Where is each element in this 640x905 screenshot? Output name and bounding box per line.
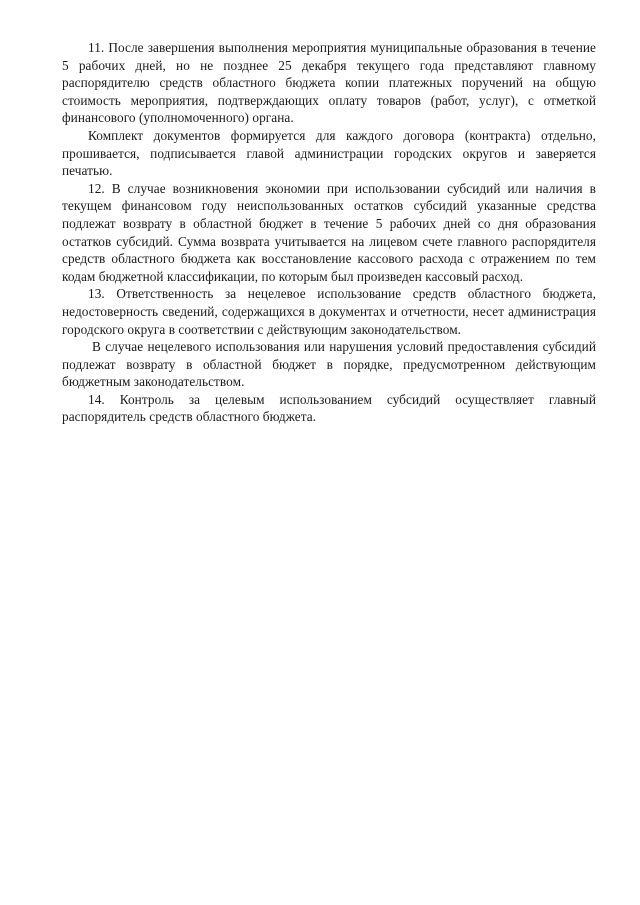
paragraph-13: 13. Ответственность за нецелевое использование средств областного бюджета, недостоверность сведений, содержащихся в документах и отчетности, несет администрация городского округа в соответствии с действующим законодательством. (62, 286, 596, 337)
paragraph-12: 12. В случае возникновения экономии при использовании субсидий или наличия в текущем финансовом году неиспользованных остатков субсидий указанные средства подлежат возврату в областной бюджет в течение 5 рабочих дней со дня образования остатков субсидий. Сумма возврата учитывается на лицевом счете главного распорядителя средств областного бюджета как восстановление кассового расхода с отражением по тем кодам бюджетной классификации, по которым был произведен кассовый расход. (62, 180, 596, 284)
paragraph-document-set: Комплект документов формируется для каждого договора (контракта) отдельно, прошивается, подписывается главой администрации городских округов и заверяется печатью. (62, 127, 596, 179)
document-body (62, 39, 596, 426)
paragraph-14: 14. Контроль за целевым использованием субсидий осуществляет главный распорядитель средств областного бюджета. (62, 391, 596, 425)
paragraph-11: 11. После завершения выполнения мероприятия муниципальные образования в течение 5 рабочих дней, но не позднее 25 декабря текущего года представляют главному распорядителю средств областного бюджета копии платежных поручений на общую стоимость мероприятия, подтверждающих оплату товаров (работ, услуг), с отметкой финансового (уполномоченного) органа. (62, 40, 596, 126)
paragraph-misuse: В случае нецелевого использования или нарушения условий предоставления субсидий подлежат возврату в областной бюджет в порядке, предусмотренном действующим бюджетным законодательством. (62, 339, 596, 390)
